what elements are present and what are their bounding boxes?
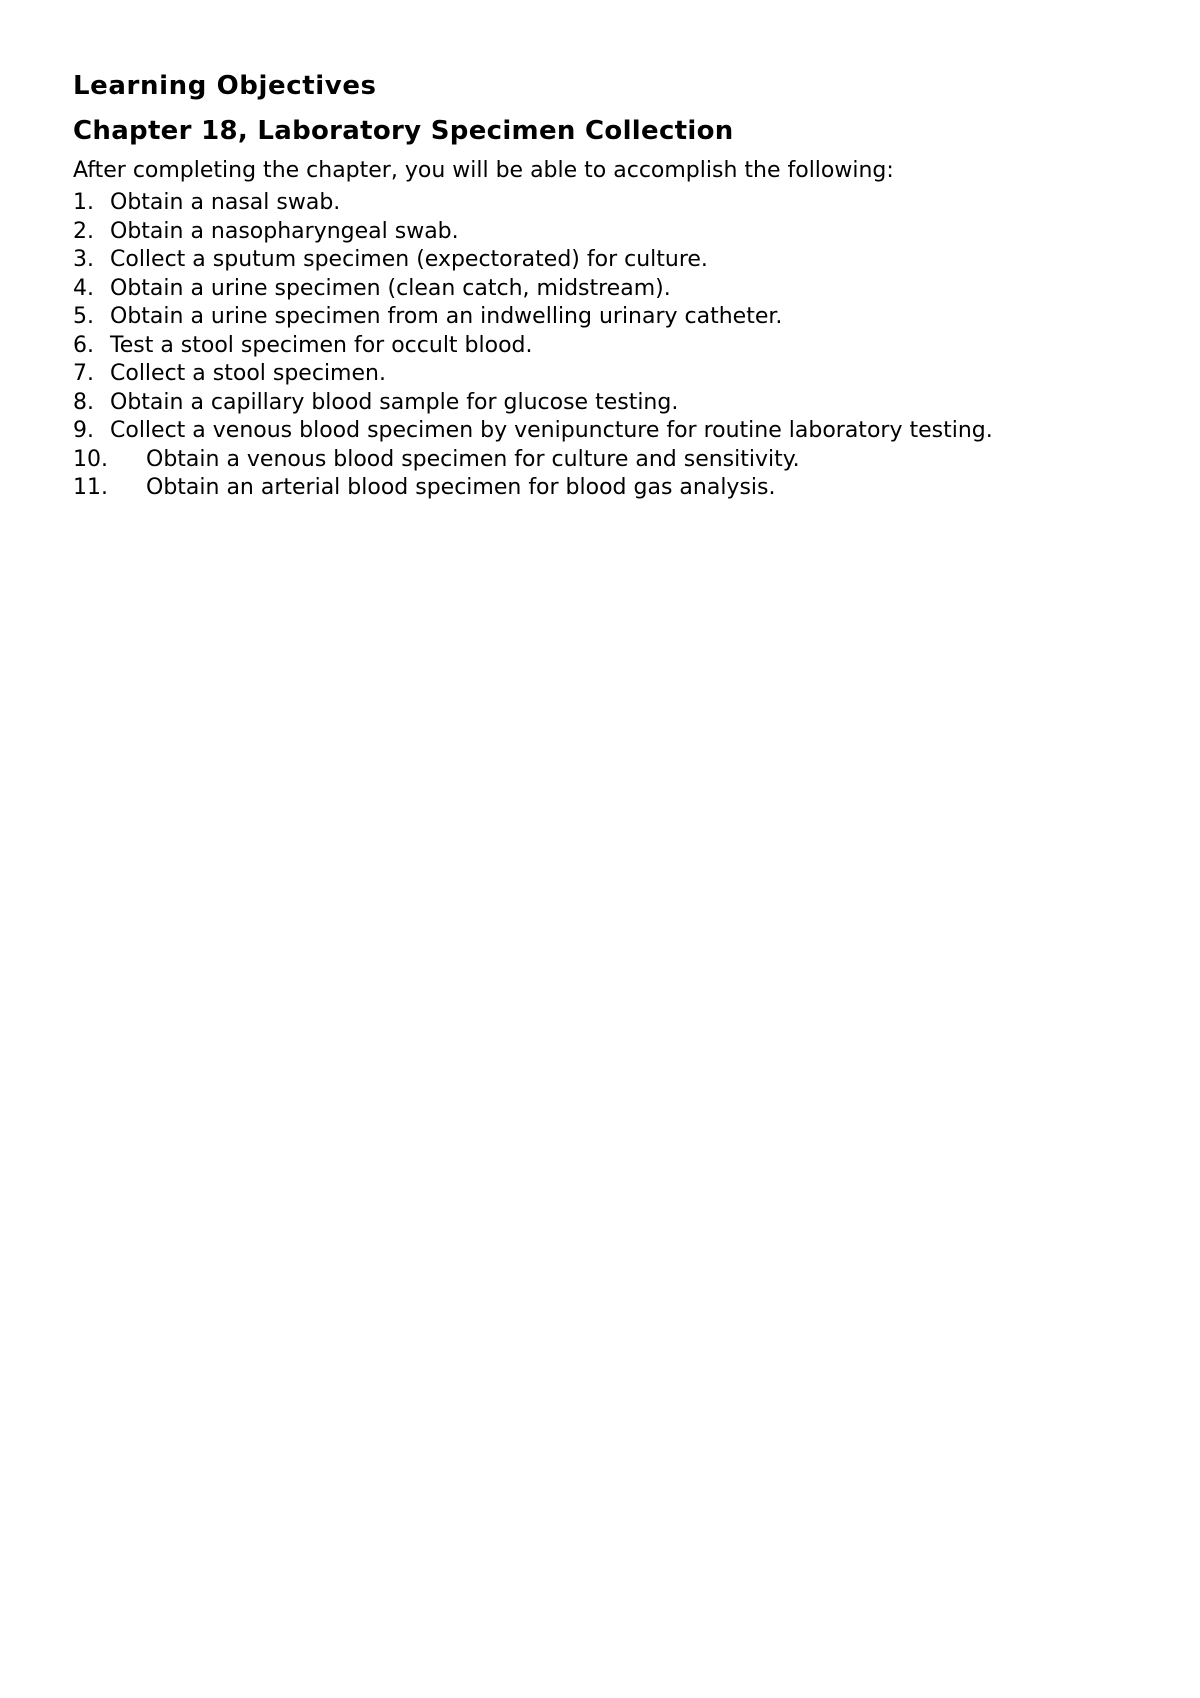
objective-text: Obtain a capillary blood sample for glucose testing.	[110, 389, 679, 415]
objective-text: Collect a stool specimen.	[110, 361, 386, 386]
objective-item	[73, 332, 1153, 361]
objective-item	[73, 360, 1153, 389]
objective-item	[73, 303, 1153, 332]
document-title: Learning Objectives	[73, 71, 377, 101]
objective-item	[73, 246, 1153, 275]
objective-item	[73, 189, 1153, 218]
objective-text: Collect a sputum specimen (expectorated) for culture.	[110, 247, 708, 272]
objective-text: Obtain an arterial blood specimen for blood gas analysis.	[146, 475, 776, 500]
objective-number: 1.	[73, 190, 94, 215]
intro-text: After completing the chapter, you will be able to accomplish the following:	[73, 158, 894, 183]
objective-item	[73, 218, 1153, 247]
objective-number: 2.	[73, 218, 94, 244]
objective-number: 9.	[73, 418, 94, 443]
objective-number: 6.	[73, 332, 94, 358]
objective-number: 5.	[73, 304, 94, 329]
objective-number: 11.	[73, 475, 108, 500]
objective-item	[73, 474, 1153, 503]
document-page	[73, 70, 1153, 503]
objective-number: 8.	[73, 389, 94, 415]
objective-text: Obtain a venous blood specimen for culture and sensitivity.	[146, 446, 800, 472]
objective-text: Obtain a nasopharyngeal swab.	[110, 218, 459, 244]
objective-item	[73, 417, 1153, 446]
objective-number: 4.	[73, 275, 94, 301]
objectives-list	[73, 189, 1153, 503]
objective-text: Obtain a urine specimen (clean catch, midstream).	[110, 275, 671, 301]
objective-text: Collect a venous blood specimen by venipuncture for routine laboratory testing.	[110, 418, 993, 443]
objective-number: 7.	[73, 361, 94, 386]
objective-text: Obtain a urine specimen from an indwelling urinary catheter.	[110, 304, 783, 329]
objective-item	[73, 446, 1153, 475]
objective-text: Obtain a nasal swab.	[110, 190, 341, 215]
objective-text: Test a stool specimen for occult blood.	[110, 332, 533, 358]
objective-number: 3.	[73, 247, 94, 272]
chapter-title: Chapter 18, Laboratory Specimen Collection	[73, 116, 734, 146]
objective-number: 10.	[73, 446, 108, 472]
objective-item	[73, 275, 1153, 304]
objective-item	[73, 389, 1153, 418]
